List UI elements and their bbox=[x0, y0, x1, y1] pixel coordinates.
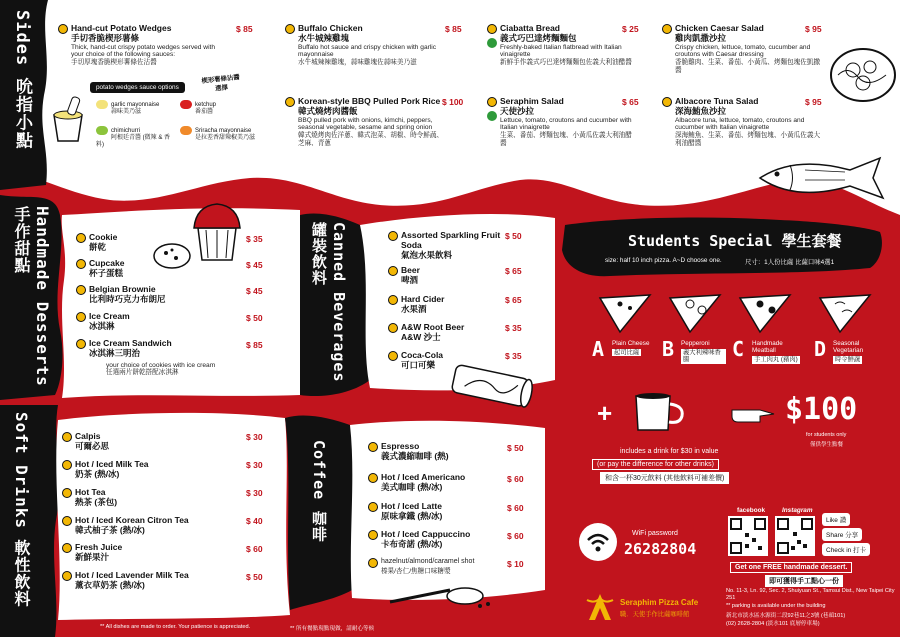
pizza-slices bbox=[590, 290, 880, 335]
bullet-icon bbox=[487, 24, 497, 34]
item-name-zh: 冰淇淋三明治 bbox=[89, 348, 141, 358]
sauce-name-zh: 阿根廷青醬 (微辣 & 香料) bbox=[96, 135, 171, 148]
pizza-slice-a-icon bbox=[600, 295, 650, 332]
students-drink-zh: 和含一杯30元飲料 (其他飲料可補差價) bbox=[600, 472, 729, 484]
item-desc: Lettuce, tomato, croutons and cucumber with Italian vinaigrette bbox=[500, 116, 632, 132]
item-name-zh: 水果酒 bbox=[401, 304, 427, 314]
price: $ 30 bbox=[246, 460, 263, 470]
bullet-icon bbox=[388, 323, 398, 333]
price: $ 65 bbox=[505, 295, 522, 305]
item-name: Ice Cream Sandwich bbox=[89, 338, 172, 348]
bullet-icon bbox=[388, 231, 398, 241]
bullet-icon bbox=[76, 233, 86, 243]
menu-item-cappuccino bbox=[368, 530, 508, 550]
bullet-icon bbox=[368, 502, 378, 512]
item-desc-zh: 新鮮手作義式巧巴達烤麵麵包佐義大利油醋醬 bbox=[500, 58, 632, 66]
bullet-icon bbox=[76, 312, 86, 322]
item-name-zh: A&W 沙士 bbox=[401, 332, 441, 342]
item-name: Belgian Brownie bbox=[89, 284, 156, 294]
menu-item-syrup-shot bbox=[368, 558, 508, 576]
menu-item-korean-bbq bbox=[285, 97, 445, 147]
check-in-button[interactable]: Check in 打卡 bbox=[822, 543, 870, 556]
price: $ 35 bbox=[246, 234, 263, 244]
bullet-icon bbox=[76, 285, 86, 295]
item-name-zh: 氣泡水果飲料 bbox=[401, 249, 453, 260]
price: $ 85 bbox=[236, 24, 253, 34]
item-name-zh: 卡布奇諾 (熱/冰) bbox=[381, 539, 443, 549]
menu-item-fruit-soda bbox=[388, 231, 518, 260]
item-name-zh: 杯子蛋糕 bbox=[89, 268, 124, 278]
social-promo: Get one FREE handmade dessert. bbox=[730, 562, 852, 573]
price: $ 35 bbox=[505, 323, 522, 333]
sauce-name-zh: 是拉差香甜辣椒美乃滋 bbox=[195, 135, 256, 141]
sauce-name: garlic mayonnaise bbox=[111, 102, 160, 109]
price: $ 65 bbox=[622, 97, 639, 107]
pizza-letter-c: C bbox=[732, 337, 745, 361]
menu-item-potato-wedges bbox=[58, 24, 228, 67]
item-desc-zh: 生菜、番茄、烤麵包塊、小黃瓜佐義大利油醋醬 bbox=[500, 131, 632, 147]
bullet-icon bbox=[62, 488, 72, 498]
pizza-option-a bbox=[612, 340, 652, 356]
bullet-icon bbox=[62, 571, 72, 581]
price: $ 95 bbox=[805, 24, 822, 34]
sauce-name: chimichurri bbox=[111, 128, 141, 135]
bullet-icon bbox=[388, 351, 398, 361]
item-name: Coca-Cola bbox=[401, 350, 444, 360]
sauce-blob-icon bbox=[96, 126, 108, 135]
item-name: Beer bbox=[401, 265, 420, 275]
menu-item-lavender-milk-tea bbox=[62, 571, 242, 591]
pizza-name-zh: 時令鮮蔬 bbox=[835, 356, 861, 364]
pizza-name: Plain Cheese bbox=[612, 340, 650, 347]
sauce-ketchup bbox=[180, 100, 245, 116]
footer-phone: (02) 2628-2804 (淡水101 底層停車場) bbox=[726, 621, 820, 627]
facebook-label: facebook bbox=[737, 507, 766, 514]
students-size: size: half 10 inch pizza. A~D choose one. bbox=[605, 257, 722, 264]
price: $ 65 bbox=[505, 266, 522, 276]
sauce-options-title-zh: 楔形薯條沾醬選擇 bbox=[201, 74, 241, 93]
price: $ 50 bbox=[507, 443, 524, 453]
pizza-name: Seasonal Vegetarian bbox=[833, 340, 864, 355]
sauce-blob-icon bbox=[180, 100, 192, 109]
item-note-zh: 任選兩片餅乾搭配冰淇淋 bbox=[106, 369, 179, 377]
bullet-icon bbox=[388, 266, 398, 276]
students-drink-alt: (or pay the difference for other drinks) bbox=[592, 459, 719, 470]
pizza-option-d bbox=[833, 340, 883, 364]
bullet-icon bbox=[487, 97, 497, 107]
item-name: Assorted Sparkling Fruit Soda bbox=[401, 230, 501, 250]
menu-item-fresh-juice bbox=[62, 543, 232, 563]
pizza-slice-c-icon bbox=[740, 295, 790, 332]
item-name: Cookie bbox=[89, 232, 118, 242]
item-desc-zh: 深海鮪魚、生菜、番茄、烤麵包塊、小黃瓜佐義大利油醋醬 bbox=[675, 131, 821, 147]
price: $ 50 bbox=[246, 313, 263, 323]
footer-notice-zh: ** 所有餐點現點現做，請耐心等候 bbox=[290, 626, 375, 632]
bullet-icon bbox=[368, 442, 378, 452]
pizza-letter-a: A bbox=[592, 337, 605, 361]
price: $ 60 bbox=[246, 544, 263, 554]
pizza-name-zh: 手工肉丸 (豬肉) bbox=[754, 356, 798, 364]
instagram-qr-code[interactable] bbox=[775, 516, 815, 556]
item-note: your choice of cookies with ice cream bbox=[106, 361, 216, 369]
item-name-zh: 義式濃縮咖啡 (熱) bbox=[381, 451, 449, 461]
item-name: Ice Cream bbox=[89, 311, 130, 321]
price: $ 60 bbox=[507, 531, 524, 541]
price: $ 45 bbox=[246, 260, 263, 270]
sauce-blob-icon bbox=[180, 126, 192, 135]
wifi-password: 26282804 bbox=[624, 540, 697, 558]
pizza-name: Pepperoni bbox=[681, 340, 710, 347]
students-for: for students only bbox=[806, 432, 847, 438]
bullet-icon bbox=[58, 24, 68, 34]
section-title-desserts: Handmade Desserts 手作甜點 bbox=[12, 206, 52, 387]
vegetarian-icon bbox=[487, 111, 497, 121]
item-name: Hard Cider bbox=[401, 294, 445, 304]
menu-item-buffalo-chicken bbox=[285, 24, 445, 67]
item-name: Buffalo Chicken bbox=[298, 23, 363, 33]
item-name: Calpis bbox=[75, 431, 101, 441]
item-name-zh: 原味拿鐵 (熱/冰) bbox=[381, 511, 443, 521]
menu-item-latte bbox=[368, 502, 508, 522]
sauce-options-title: potato wedges sauce options bbox=[90, 82, 185, 93]
item-name: Cupcake bbox=[89, 258, 125, 268]
item-name-zh: 比利時巧克力布朗尼 bbox=[89, 294, 166, 304]
item-name: Hot Tea bbox=[75, 487, 106, 497]
item-name-zh: 韓式燒烤肉醬飯 bbox=[298, 106, 358, 116]
section-title-coffee: Coffee 咖啡 bbox=[310, 440, 328, 543]
footer-address-zh: 新北市淡水區水源街二段92巷11之3號 (巷頭101) bbox=[726, 613, 846, 619]
section-title-soft-drinks: Soft Drinks 軟性飲料 bbox=[12, 412, 31, 608]
item-name: A&W Root Beer bbox=[401, 322, 465, 332]
students-drink: includes a drink for $30 in value bbox=[620, 448, 719, 455]
menu-item-milk-tea bbox=[62, 460, 232, 480]
item-name-zh: 冰淇淋 bbox=[89, 321, 115, 331]
item-desc-zh: 手切厚塊香脆楔形薯條佐沾醬 bbox=[71, 58, 157, 66]
item-name-zh: 韓式柚子茶 (熱/冰) bbox=[75, 525, 145, 535]
pizza-letter-b: B bbox=[662, 337, 675, 361]
bullet-icon bbox=[285, 97, 295, 107]
students-special-title bbox=[628, 230, 842, 251]
pizza-name: Handmade Meatball bbox=[752, 340, 783, 355]
item-name-zh: 手切香脆楔形薯條 bbox=[71, 33, 140, 43]
menu-item-seraphim-salad bbox=[487, 97, 635, 147]
plus-icon: + bbox=[597, 398, 613, 428]
item-name-zh: 餅乾 bbox=[89, 242, 107, 252]
menu-item-root-beer bbox=[388, 323, 508, 343]
bullet-icon bbox=[62, 432, 72, 442]
footer-notice: ** All dishes are made to order. Your patience is appreciated. bbox=[100, 624, 251, 630]
price: $ 30 bbox=[246, 488, 263, 498]
item-name: Hot / Iced Lavender Milk Tea bbox=[75, 570, 189, 580]
bullet-icon bbox=[368, 558, 378, 568]
share-button[interactable]: Share 分享 bbox=[822, 528, 862, 541]
bullet-icon bbox=[62, 543, 72, 553]
bullet-icon bbox=[662, 24, 672, 34]
item-name-zh: 薰衣草奶茶 (熱/冰) bbox=[75, 580, 145, 590]
pizza-option-c bbox=[752, 340, 802, 364]
menu-item-citron-tea bbox=[62, 516, 242, 536]
sauce-cup-icon bbox=[50, 95, 86, 145]
bullet-icon bbox=[62, 460, 72, 470]
price: $ 60 bbox=[507, 474, 524, 484]
item-desc: Thick, hand-cut crispy potato wedges served with your choice of the following sauces: bbox=[71, 43, 216, 59]
bullet-icon bbox=[76, 259, 86, 269]
menu-item-ice-cream-sandwich bbox=[76, 339, 251, 377]
sauce-sriracha bbox=[180, 126, 260, 142]
students-price: $100 bbox=[785, 392, 858, 427]
sauce-name-zh: 蒜味美乃滋 bbox=[111, 109, 142, 115]
item-desc-zh: 韓式燒烤肉佐洋蔥、韓式泡菜、胡椒、時令鮮蔬、芝麻、青蔥 bbox=[298, 131, 444, 147]
bullet-icon bbox=[368, 473, 378, 483]
soda-can-icon bbox=[445, 362, 540, 412]
item-name-zh: 美式咖啡 (熱/冰) bbox=[381, 482, 443, 492]
item-name: Korean-style BBQ Pulled Pork Rice bbox=[298, 96, 441, 106]
price: $ 50 bbox=[246, 572, 263, 582]
item-desc: BBQ pulled pork with onions, kimchi, peppers, seasonal vegetable, sesame and spring onion bbox=[298, 116, 433, 132]
coffee-scoop-icon bbox=[380, 582, 500, 612]
menu-item-caesar-salad bbox=[662, 24, 822, 74]
pizza-option-b bbox=[681, 340, 726, 364]
pizza-slice-d-icon bbox=[820, 295, 870, 332]
bullet-icon bbox=[662, 97, 672, 107]
wifi-icon bbox=[578, 522, 618, 562]
menu-item-hard-cider bbox=[388, 295, 508, 315]
item-name-zh: 熱茶 (茶包) bbox=[75, 497, 118, 507]
item-name-zh: 啤酒 bbox=[401, 275, 419, 285]
footer-brand: Seraphim Pizza Cafe bbox=[620, 598, 699, 607]
cupcake-icon bbox=[150, 198, 245, 273]
footer-parking: ** parking is available under the building bbox=[726, 603, 826, 609]
price: $ 60 bbox=[507, 503, 524, 513]
wifi-label: WiFi password bbox=[632, 530, 678, 537]
salad-bowl-icon bbox=[828, 45, 898, 105]
item-name: Albacore Tuna Salad bbox=[675, 96, 759, 106]
item-name: Chicken Caesar Salad bbox=[675, 23, 764, 33]
item-name: Hand-cut Potato Wedges bbox=[71, 23, 172, 33]
price: $ 100 bbox=[442, 97, 464, 107]
item-name: Hot / Iced Cappuccino bbox=[381, 529, 471, 539]
menu-item-hot-tea bbox=[62, 488, 232, 508]
item-name: hazelnut/almond/caramel shot bbox=[381, 558, 475, 565]
footer-address: No. 11-3, Ln. 92, Sec. 2, Shuiyuan St., Tamsui Dist., New Taipei City 251 bbox=[726, 588, 895, 601]
bullet-icon bbox=[285, 24, 295, 34]
price: $ 35 bbox=[505, 351, 522, 361]
item-name: Hot / Iced Americano bbox=[381, 472, 466, 482]
menu-item-calpis bbox=[62, 432, 232, 452]
vegetarian-icon bbox=[487, 38, 497, 48]
item-name-zh: 榛果/杏仁/焦糖口味糖漿 bbox=[381, 568, 451, 575]
item-name: Seraphim Salad bbox=[500, 96, 564, 106]
price: $ 25 bbox=[622, 24, 639, 34]
students-title-en: Students Special bbox=[628, 232, 773, 250]
menu-item-ciabatta bbox=[487, 24, 635, 67]
item-desc: Freshly-baked Italian flatbread with Italian vinaigrette bbox=[500, 43, 622, 59]
tuna-fish-icon bbox=[755, 150, 895, 205]
sauce-name-zh: 番茄醬 bbox=[195, 109, 214, 115]
bullet-icon bbox=[76, 339, 86, 349]
item-desc: Albacore tuna, lettuce, tomato, croutons and cucumber with Italian vinaigrette bbox=[675, 116, 805, 132]
item-name: Hot / Iced Korean Citron Tea bbox=[75, 515, 189, 525]
price: $ 85 bbox=[445, 24, 462, 34]
price: $ 40 bbox=[246, 516, 263, 526]
item-desc: Buffalo hot sauce and crispy chicken with garlic mayonnaise bbox=[298, 43, 437, 59]
menu-item-albacore-salad bbox=[662, 97, 822, 147]
item-name-zh: 奶茶 (熱/冰) bbox=[75, 469, 120, 479]
item-name-zh: 義式巧巴達烤麵麵包 bbox=[500, 33, 577, 43]
coffee-mug-icon bbox=[630, 390, 690, 435]
students-size-zh: 尺寸：1人份比薩 比薩口味4選1 bbox=[745, 259, 835, 266]
menu-item-americano bbox=[368, 473, 508, 493]
item-name-zh: 天使沙拉 bbox=[500, 106, 535, 116]
sauce-name: Sriracha mayonnaise bbox=[195, 128, 252, 135]
bullet-icon bbox=[368, 530, 378, 540]
pizza-slice-b-icon bbox=[670, 295, 720, 332]
pizza-name-zh: 起司比薩 bbox=[614, 349, 640, 357]
item-name-zh: 新鮮果汁 bbox=[75, 552, 110, 562]
pizza-name-zh: 義大利辣味香腸 bbox=[681, 349, 726, 363]
students-title-zh: 學生套餐 bbox=[781, 232, 842, 250]
item-name-zh: 可口可樂 bbox=[401, 360, 436, 370]
item-name-zh: 水牛城辣雞塊 bbox=[298, 33, 350, 43]
sauce-blob-icon bbox=[96, 100, 108, 109]
section-title-beverages: Canned Beverages 罐裝飲料 bbox=[310, 222, 348, 383]
pointing-hand-icon bbox=[730, 402, 780, 426]
sauce-name: ketchup bbox=[195, 102, 217, 109]
like-button[interactable]: Like 讚 bbox=[822, 513, 850, 526]
footer-brand-zh: 職．天使手作比薩咖啡館 bbox=[620, 611, 690, 618]
price: $ 95 bbox=[805, 97, 822, 107]
facebook-qr-code[interactable] bbox=[728, 516, 768, 556]
price: $ 85 bbox=[246, 340, 263, 350]
bullet-icon bbox=[388, 295, 398, 305]
item-name-zh: 深海鮪魚沙拉 bbox=[675, 106, 727, 116]
item-name-zh: 雞肉凱撒沙拉 bbox=[675, 33, 727, 43]
item-name: Ciabatta Bread bbox=[500, 23, 560, 33]
sauce-chimichurri bbox=[96, 126, 176, 148]
price: $ 10 bbox=[507, 559, 524, 569]
item-desc-zh: 香脆雞肉、生菜、番茄、小黃瓜、烤麵包塊佐凱撒醬 bbox=[675, 58, 821, 74]
menu-item-ice-cream bbox=[76, 312, 246, 332]
social-promo-zh: 即可獲得手工點心一份 bbox=[765, 575, 843, 587]
menu-item-espresso bbox=[368, 442, 508, 462]
menu-item-beer bbox=[388, 266, 508, 286]
price: $ 45 bbox=[246, 286, 263, 296]
bullet-icon bbox=[62, 516, 72, 526]
item-name: Espresso bbox=[381, 441, 420, 451]
price: $ 30 bbox=[246, 432, 263, 442]
students-for-zh: 僅供學生點餐 bbox=[810, 442, 844, 448]
item-name: Hot / Iced Latte bbox=[381, 501, 442, 511]
seraphim-logo bbox=[585, 590, 615, 626]
item-name: Fresh Juice bbox=[75, 542, 123, 552]
item-desc: Crispy chicken, lettuce, tomato, cucumber and croutons with Caesar dressing bbox=[675, 43, 811, 59]
pizza-letter-d: D bbox=[814, 337, 827, 361]
item-name-zh: 可爾必思 bbox=[75, 441, 110, 451]
section-title-sides: Sides 吮指小點 bbox=[12, 10, 32, 150]
instagram-label: Instagram bbox=[782, 507, 813, 514]
sauce-garlic bbox=[96, 100, 176, 116]
price: $ 50 bbox=[505, 231, 522, 241]
item-desc-zh: 水牛城辣辣雞塊，蒜味雞塊佐蒜味美乃滋 bbox=[298, 58, 417, 66]
menu-item-brownie bbox=[76, 285, 246, 305]
item-name: Hot / Iced Milk Tea bbox=[75, 459, 149, 469]
